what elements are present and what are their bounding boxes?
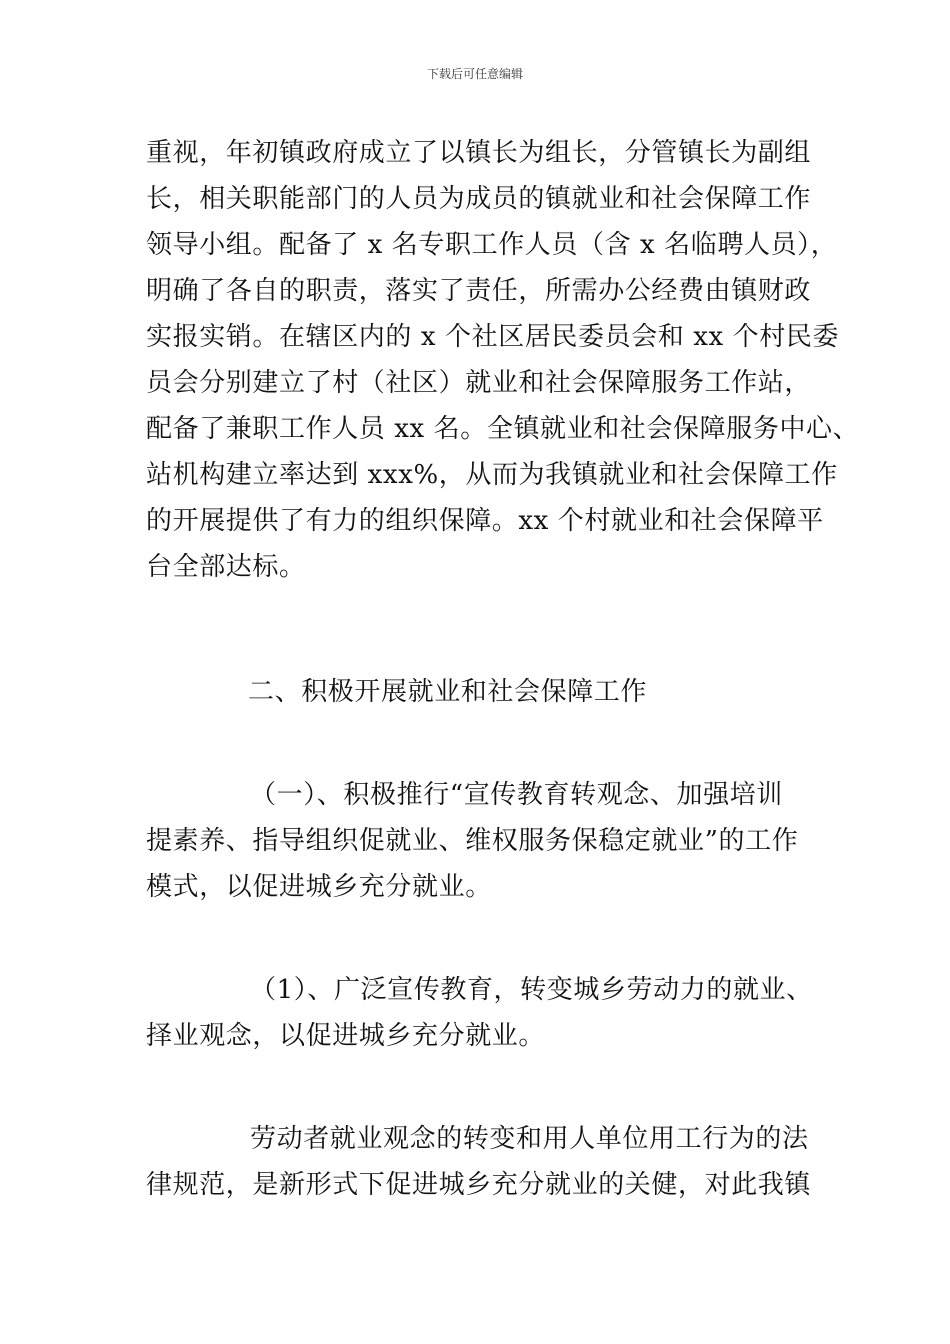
body-line: 的开展提供了有力的组织保障。xx 个村就业和社会保障平 bbox=[146, 506, 824, 536]
body-line: 站机构建立率达到 xxx%，从而为我镇就业和社会保障工作 bbox=[146, 460, 838, 490]
body-line: 择业观念，以促进城乡充分就业。 bbox=[146, 1021, 546, 1051]
item-heading: （1）、广泛宣传教育，转变城乡劳动力的就业、 bbox=[250, 975, 813, 1005]
body-line: 明确了各自的职责，落实了责任，所需办公经费由镇财政 bbox=[146, 276, 812, 306]
body-line: 实报实销。在辖区内的 x 个社区居民委员会和 xx 个村民委 bbox=[146, 322, 840, 352]
body-line: 员会分别建立了村（社区）就业和社会保障服务工作站， bbox=[146, 368, 812, 398]
page-header: 下载后可任意编辑 bbox=[426, 67, 523, 81]
body-line: 配备了兼职工作人员 xx 名。全镇就业和社会保障服务中心、 bbox=[146, 414, 860, 444]
body-line: 重视，年初镇政府成立了以镇长为组长，分管镇长为副组 bbox=[146, 138, 812, 168]
body-line: 模式，以促进城乡充分就业。 bbox=[146, 872, 492, 902]
body-line: 提素养、指导组织促就业、维权服务保稳定就业”的工作 bbox=[146, 826, 799, 856]
body-line: 律规范，是新形式下促进城乡充分就业的关健，对此我镇 bbox=[146, 1170, 812, 1200]
body-line: 台全部达标。 bbox=[146, 552, 306, 582]
body-line: 长，相关职能部门的人员为成员的镇就业和社会保障工作 bbox=[146, 184, 812, 214]
subsection-heading: （一）、积极推行“宣传教育转观念、加强培训 bbox=[250, 780, 783, 810]
body-line: 领导小组。配备了 x 名专职工作人员（含 x 名临聘人员）， bbox=[146, 230, 838, 260]
section-heading: 二、积极开展就业和社会保障工作 bbox=[248, 677, 648, 707]
paragraph-first-line: 劳动者就业观念的转变和用人单位用工行为的法 bbox=[250, 1124, 809, 1154]
